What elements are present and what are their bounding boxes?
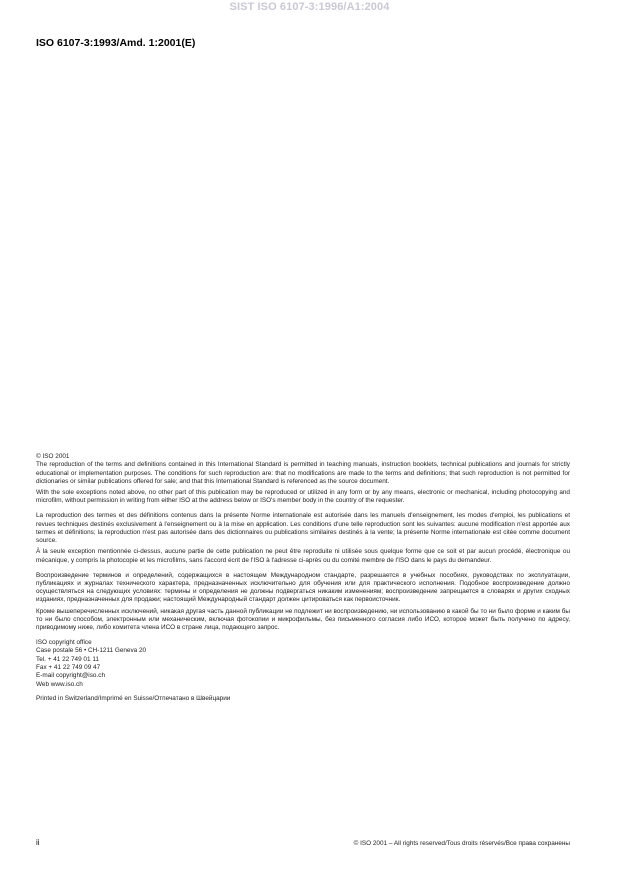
footer-rights: © ISO 2001 – All rights reserved/Tous droits réservés/Все права сохранены (353, 840, 570, 847)
paragraph-en-1: The reproduction of the terms and definitions contained in this International Standard is permitted in teaching manuals, instruction booklets, technical publications and journals for strictly educational or implementation purposes. The conditions for such reproduction are: that no modifications are made to the terms and definitions; that such reproduction is not permitted for dictionaries or similar publications offered for sale; and that this International Standard is referenced as the source document. (36, 461, 570, 485)
page-number: ii (36, 838, 40, 847)
paragraph-ru-1: Воспроизведение терминов и определений, содержащихся в настоящем Международном стандарте, разрешается в учебных пособиях, руководствах по эксплуатации, публикациях и журналах технического характера, предназначенных исключительно для обучения или для практического исполнения. Подобное воспроизведение должно осуществляться на следующих условиях: термины и определения не должны подвергаться никаким изменениям; воспроизведение запрещается в словарях и других сходных изданиях, предназначенных для продажи; настоящий Международный стандарт должен цитироваться как первоисточник. (36, 571, 570, 604)
address-office: ISO copyright office (36, 639, 92, 647)
paragraph-ru-2: Кроме вышеперечисленных исключений, никакая другая часть данной публикации не подлежит ни воспроизведению, ни использованию в какой бы то ни было форме и каким бы то ни было способом, электронным или механическим, включая фотокопии и микрофильмы, без письменного согласия либо ИСО, которое может быть получено по адресу, приводимому ниже, либо комитета члена ИСО в стране лица, подающего запрос. (36, 607, 570, 632)
copyright-line: © ISO 2001 (36, 453, 70, 460)
printed-in: Printed in Switzerland/Imprimé en Suisse/Отпечатано в Швейцарии (36, 695, 231, 703)
paragraph-en-2: With the sole exceptions noted above, no other part of this publication may be reproduced or utilized in any form or by any means, electronic or mechanical, including photocopying and microfilm, without permission in writing from either ISO at the address below or ISO's member body in the country of the requester. (36, 489, 570, 505)
paragraph-fr-2: À la seule exception mentionnée ci-dessus, aucune partie de cette publication ne peut être reproduite ni utilisée sous quelque forme que ce soit et par aucun procédé, électronique ou mécanique, y compris la photocopie et les microfilms, sans l'accord écrit de l'ISO à l'adresse ci-après ou du comité membre de l'ISO dans le pays du demandeur. (36, 548, 570, 564)
paragraph-fr-1: La reproduction des termes et des définitions contenus dans la présente Norme internationale est autorisée dans les manuels d'enseignement, les modes d'emploi, les publications et revues techniques destinés exclusivement à l'enseignement ou à la mise en application. Les conditions d'une telle reproduction sont les suivantes: aucune modification n'est apportée aux termes et définitions; la reproduction n'est pas autorisée dans des dictionnaires ou publications similaires destinés à la vente; la présente Norme internationale est citée comme document source. (36, 512, 570, 545)
address-fax: Fax + 41 22 749 09 47 (36, 664, 101, 672)
contact-address (36, 639, 570, 689)
watermark: SIST ISO 6107-3:1996/A1:2004 (229, 1, 390, 13)
address-email: E-mail copyright@iso.ch (36, 672, 105, 680)
document-identifier: ISO 6107-3:1993/Amd. 1:2001(E) (36, 37, 196, 49)
address-web: Web www.iso.ch (36, 680, 83, 688)
copyright-notice (36, 453, 570, 704)
address-tel: Tel. + 41 22 749 01 11 (36, 655, 99, 663)
address-postal: Case postale 56 • CH-1211 Geneva 20 (36, 647, 147, 655)
